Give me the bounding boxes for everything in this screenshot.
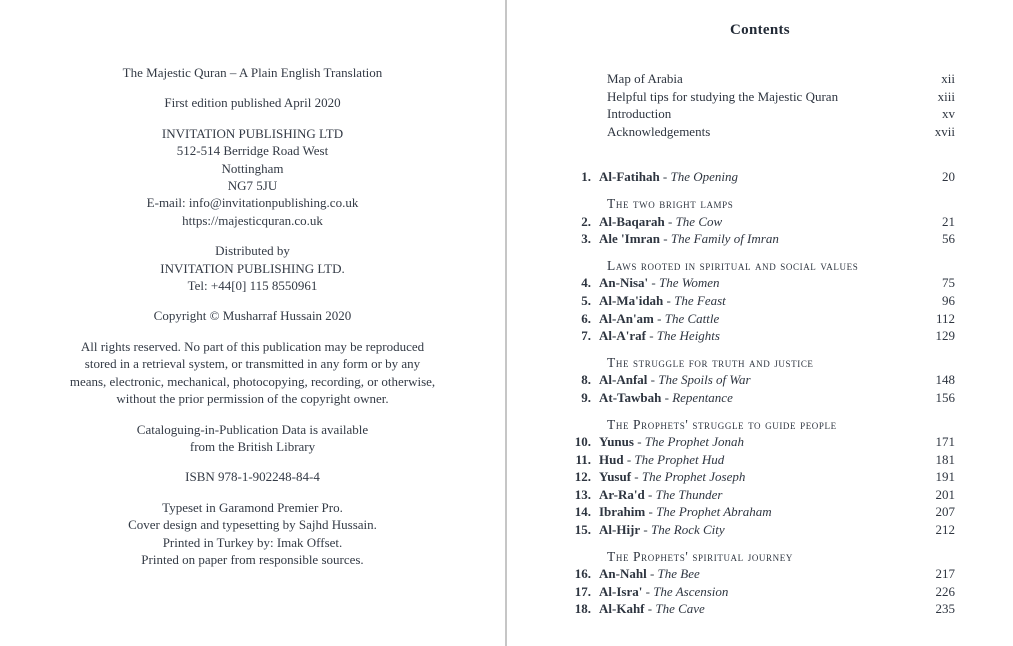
colophon-line: Printed in Turkey by: Imak Offset. [162, 534, 343, 550]
front-matter-list [571, 70, 955, 140]
surah-subtitle: The Prophet Abraham [656, 504, 772, 520]
surah-name: Al-A'raf [599, 328, 646, 344]
colophon-block [68, 307, 438, 324]
toc-entry-number: 16. [574, 566, 591, 582]
colophon-block [68, 468, 438, 485]
colophon-line: Nottingham [221, 160, 284, 176]
page-number: 191 [935, 469, 955, 485]
surah-subtitle: The Bee [657, 566, 700, 582]
separator: - [661, 389, 673, 405]
toc-entry-label [599, 486, 936, 504]
toc-entry [571, 583, 955, 601]
colophon-line: All rights reserved. No part of this publication may be reproduced stored in a retrieval system, or transmitted in any form or by any means, electronic, mechanical, photocopying, recording, or otherwise, without the prior permission of the copyright owner. [69, 338, 436, 407]
page-number: 75 [942, 275, 955, 291]
toc-entry [571, 274, 955, 292]
contents-title: Contents [730, 22, 790, 38]
front-matter-label: Helpful tips for studying the Majestic Quran [607, 88, 839, 104]
colophon-block [68, 421, 438, 456]
front-matter-label: Introduction [607, 106, 672, 122]
toc-entry [571, 503, 955, 521]
toc-entry-label [599, 565, 936, 583]
page-number: xiii [937, 88, 955, 104]
page-number: 181 [935, 451, 955, 467]
toc-entry-label [599, 583, 936, 601]
colophon-line: Cover design and typesetting by Sajhd Hussain. [128, 517, 377, 533]
page-number: 148 [935, 372, 955, 388]
colophon-line: INVITATION PUBLISHING LTD. [160, 260, 345, 276]
toc-entry-number: 18. [574, 601, 591, 617]
surah-name: Yunus [599, 434, 634, 450]
surah-name: Ibrahim [599, 504, 646, 520]
separator: - [659, 169, 671, 185]
toc-entry-number: 3. [581, 231, 591, 247]
toc-entry-label [599, 292, 942, 310]
toc-section-heading: The struggle for truth and justice [607, 354, 814, 370]
toc-entry [571, 468, 955, 486]
colophon-block [68, 499, 438, 569]
surah-name: An-Nisa' [599, 275, 649, 291]
toc-entry-label [599, 213, 942, 231]
surah-name: Al-Fatihah [599, 169, 660, 185]
page-number: 20 [942, 169, 955, 185]
page-number: 201 [935, 486, 955, 502]
surah-subtitle: The Cave [655, 601, 705, 617]
toc-entry-number: 5. [581, 292, 591, 308]
separator: - [648, 275, 659, 291]
colophon-line: https://majesticquran.co.uk [182, 212, 323, 228]
page-number: 217 [935, 566, 955, 582]
separator: - [642, 583, 654, 599]
surah-subtitle: The Cattle [664, 310, 720, 326]
colophon-line: E-mail: info@invitationpublishing.co.uk [146, 195, 359, 211]
colophon-line: Typeset in Garamond Premier Pro. [162, 499, 343, 515]
separator: - [623, 451, 635, 467]
surah-name: Al-Anfal [599, 372, 648, 388]
front-matter-row [571, 88, 955, 106]
toc-list [571, 168, 955, 618]
toc-entry-number: 11. [575, 451, 591, 467]
page-number: 21 [942, 213, 955, 229]
surah-name: Hud [599, 451, 624, 467]
surah-name: Al-Kahf [599, 601, 645, 617]
colophon-block [68, 64, 438, 81]
colophon-line: Tel: +44[0] 115 8550961 [187, 278, 318, 294]
toc-section-heading: The two bright lamps [607, 195, 734, 211]
surah-subtitle: The Thunder [655, 486, 723, 502]
surah-subtitle: The Heights [656, 328, 720, 344]
page-number: 226 [935, 583, 955, 599]
surah-name: Al-Hijr [599, 522, 641, 538]
toc-entry-number: 9. [581, 389, 591, 405]
front-matter-row [571, 123, 955, 141]
colophon-line: Printed on paper from responsible sources. [141, 551, 364, 567]
page-number: 207 [935, 504, 955, 520]
toc-entry [571, 433, 955, 451]
toc-entry-number: 6. [581, 310, 591, 326]
toc-entry-number: 15. [574, 522, 591, 538]
colophon-line: Copyright © Musharraf Hussain 2020 [153, 308, 352, 324]
contents-page [507, 0, 1013, 646]
toc-entry [571, 389, 955, 407]
surah-subtitle: The Opening [670, 169, 739, 185]
separator: - [644, 601, 656, 617]
colophon-line: NG7 5JU [227, 178, 278, 194]
colophon-block [68, 242, 438, 294]
toc-entry-label [599, 433, 936, 451]
page-number: 235 [935, 601, 955, 617]
toc-entry-label [599, 600, 936, 618]
page-number: 96 [942, 292, 955, 308]
separator: - [647, 372, 659, 388]
toc-entry [571, 521, 955, 539]
toc-entry [571, 230, 955, 248]
surah-subtitle: The Prophet Hud [634, 451, 725, 467]
toc-entry [571, 213, 955, 231]
toc-entry-number: 2. [581, 213, 591, 229]
separator: - [660, 231, 671, 247]
toc-entry-number: 4. [581, 275, 591, 291]
toc-entry [571, 486, 955, 504]
toc-area [507, 70, 1013, 618]
colophon-line: First edition published April 2020 [164, 95, 341, 111]
separator: - [644, 486, 656, 502]
toc-entry-number: 12. [574, 469, 591, 485]
colophon-line: 512-514 Berridge Road West [176, 143, 329, 159]
page-number: 56 [942, 231, 955, 247]
toc-entry [571, 371, 955, 389]
colophon-block [68, 338, 438, 408]
page-number: xv [942, 106, 955, 122]
toc-entry-label [599, 389, 936, 407]
surah-subtitle: Repentance [672, 389, 733, 405]
toc-entry-label [599, 274, 942, 292]
colophon-line: ISBN 978-1-902248-84-4 [185, 469, 320, 485]
colophon-line: from the British Library [189, 438, 316, 454]
separator: - [631, 469, 642, 485]
surah-name: At-Tawbah [599, 389, 662, 405]
separator: - [633, 434, 645, 450]
toc-entry-number: 7. [581, 328, 591, 344]
separator: - [653, 310, 665, 326]
surah-subtitle: The Feast [674, 292, 726, 308]
toc-entry-label [599, 371, 936, 389]
toc-entry-label [599, 503, 936, 521]
toc-entry [571, 565, 955, 583]
page-number: 212 [935, 522, 955, 538]
surah-name: Al-Baqarah [599, 213, 665, 229]
surah-subtitle: The Women [658, 275, 720, 291]
surah-name: Al-Isra' [599, 583, 643, 599]
toc-section-heading: The Prophets' spiritual journey [607, 548, 793, 564]
separator: - [645, 328, 657, 344]
toc-entry [571, 168, 955, 186]
front-matter-label: Acknowledgements [607, 123, 711, 139]
page-number: xii [941, 71, 955, 86]
toc-entry-number: 14. [574, 504, 591, 520]
surah-subtitle: The Family of Imran [670, 231, 779, 247]
toc-entry-label [599, 310, 936, 328]
separator: - [640, 522, 651, 538]
toc-entry-label [599, 168, 942, 186]
toc-section-heading: The Prophets' struggle to guide people [607, 416, 837, 432]
page-number: xvii [934, 123, 955, 139]
surah-name: Al-An'am [599, 310, 654, 326]
page-number: 112 [935, 310, 955, 326]
colophon-block [68, 94, 438, 111]
surah-name: Yusuf [599, 469, 632, 485]
colophon-line: Cataloguing-in-Publication Data is available [136, 421, 369, 437]
page-number: 129 [935, 328, 955, 344]
separator: - [645, 504, 657, 520]
toc-entry [571, 451, 955, 469]
toc-entry-label [599, 451, 936, 469]
surah-subtitle: The Prophet Jonah [644, 434, 744, 450]
toc-entry-number: 17. [574, 583, 591, 599]
front-matter-label: Map of Arabia [607, 71, 683, 86]
page-number: 156 [935, 389, 955, 405]
toc-entry [571, 327, 955, 345]
toc-entry-number: 10. [574, 434, 591, 450]
toc-section-heading: Laws rooted in spiritual and social values [607, 257, 859, 273]
surah-name: Ar-Ra'd [599, 486, 645, 502]
surah-name: Al-Ma'idah [599, 292, 664, 308]
surah-subtitle: The Spoils of War [658, 372, 751, 388]
surah-subtitle: The Prophet Joseph [641, 469, 746, 485]
surah-subtitle: The Rock City [651, 522, 725, 538]
toc-entry-number: 1. [581, 169, 591, 185]
colophon-block [68, 125, 438, 229]
toc-entry-number: 13. [574, 486, 591, 502]
toc-entry [571, 310, 955, 328]
surah-subtitle: The Cow [675, 213, 723, 229]
separator: - [664, 213, 676, 229]
front-matter-row [571, 70, 955, 88]
separator: - [646, 566, 658, 582]
surah-name: An-Nahl [599, 566, 647, 582]
colophon [68, 0, 438, 568]
toc-entry-number: 8. [581, 372, 591, 388]
toc-entry-label [599, 327, 936, 345]
colophon-line: Distributed by [215, 243, 290, 259]
toc-entry-label [599, 521, 936, 539]
colophon-line: INVITATION PUBLISHING LTD [161, 125, 344, 141]
colophon-line: The Majestic Quran – A Plain English Translation [122, 65, 383, 80]
page-number: 171 [935, 434, 955, 450]
surah-name: Ale 'Imran [599, 231, 661, 247]
front-matter-row [571, 105, 955, 123]
surah-subtitle: The Ascension [653, 583, 729, 599]
colophon-page [0, 0, 505, 646]
toc-entry-label [599, 230, 942, 248]
toc-entry [571, 600, 955, 618]
toc-entry-label [599, 468, 936, 486]
toc-entry [571, 292, 955, 310]
separator: - [663, 292, 675, 308]
